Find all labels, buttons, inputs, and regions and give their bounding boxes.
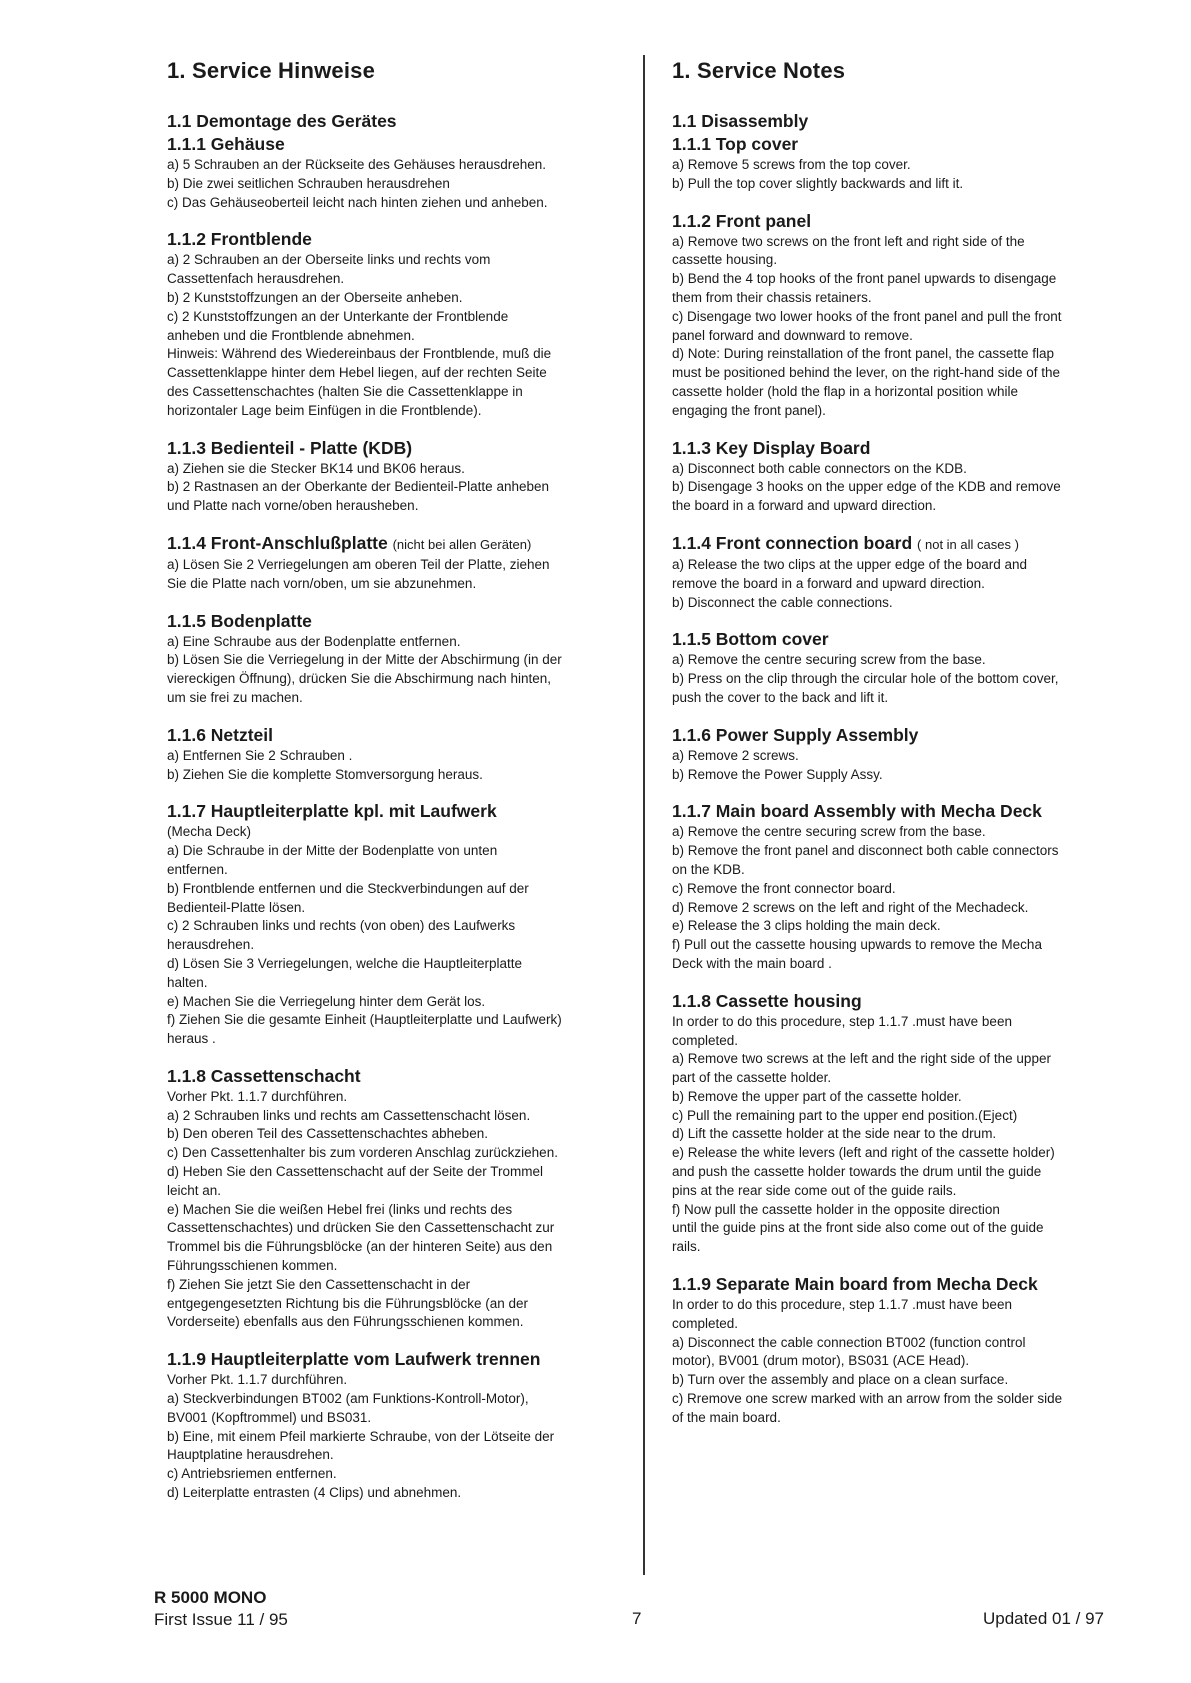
body-line: must be positioned behind the lever, on the right-hand side of the [672, 365, 1061, 381]
body-line: a) Remove two screws at the left and the right side of the upper [672, 1051, 1051, 1067]
body-line: um sie frei zu machen. [167, 689, 303, 705]
section [672, 990, 1137, 1257]
model-name: R 5000 MONO [154, 1588, 267, 1607]
footer-model-info [154, 1587, 288, 1631]
body-line: d) Leiterplatte entrasten (4 Clips) und abnehmen. [167, 1485, 462, 1501]
body-line: d) Lösen Sie 3 Verriegelungen, welche die Hauptleiterplatte [167, 955, 522, 971]
section-heading-text: 1.1.6 Power Supply Assembly [672, 724, 919, 745]
section-heading-text: 1.1.6 Netzteil [167, 724, 274, 745]
body-line: part of the cassette holder. [672, 1070, 832, 1086]
body-line: Deck with the main board . [672, 955, 832, 971]
section-note: ( not in all cases ) [917, 536, 1019, 552]
section-heading [167, 437, 625, 460]
body-line: f) Now pull the cassette holder in the opposite direction [672, 1201, 1000, 1217]
left-column-german [167, 58, 625, 1519]
section-heading-text: 1.1.2 Frontblende [167, 229, 312, 250]
sections-german [167, 133, 625, 1503]
section [672, 210, 1137, 421]
section-body [167, 1088, 625, 1332]
section-heading-text: 1.1.3 Key Display Board [672, 437, 871, 458]
section [167, 1065, 625, 1332]
body-line: horizontaler Lage beim Einfügen in die Frontblende). [167, 402, 482, 418]
section [672, 437, 1137, 516]
body-line: Cassettenschachtes) und drücken Sie den Cassettenschacht zur [167, 1220, 555, 1236]
section-body [167, 556, 625, 594]
section-body [672, 1013, 1137, 1257]
body-line: d) Remove 2 screws on the left and right of the Mechadeck. [672, 899, 1029, 915]
body-line: c) 2 Schrauben links und rechts (von oben) des Laufwerks [167, 918, 516, 934]
section [672, 532, 1137, 612]
body-line: b) Den oberen Teil des Cassettenschachtes abheben. [167, 1126, 488, 1142]
body-line: c) Den Cassettenhalter bis zum vorderen Anschlag zurückziehen. [167, 1145, 558, 1161]
body-line: the board in a forward and upward direction. [672, 498, 937, 514]
body-line: until the guide pins at the front side also come out of the guide [672, 1220, 1044, 1236]
body-line: e) Machen Sie die Verriegelung hinter dem Gerät los. [167, 993, 486, 1009]
body-line: c) Remove the front connector board. [672, 880, 896, 896]
section-heading [167, 1065, 625, 1088]
body-line: b) Remove the Power Supply Assy. [672, 766, 883, 782]
section [672, 133, 1137, 194]
body-line: a) 2 Schrauben links und rechts am Cassettenschacht lösen. [167, 1107, 531, 1123]
section-heading-text: 1.1.7 Main board Assembly with Mecha Deck [672, 801, 1042, 822]
body-line: c) Das Gehäuseoberteil leicht nach hinten ziehen und anheben. [167, 194, 548, 210]
body-line: c) Antriebsriemen entfernen. [167, 1466, 337, 1482]
body-line: b) Frontblende entfernen und die Steckverbindungen auf der [167, 880, 529, 896]
section-heading [167, 724, 625, 747]
section-body [672, 156, 1137, 194]
section [167, 724, 625, 785]
body-line: push the cover to the back and lift it. [672, 689, 889, 705]
section-heading [167, 133, 625, 156]
body-line: In order to do this procedure, step 1.1.7 .must have been [672, 1013, 1012, 1029]
section-heading [672, 990, 1137, 1013]
body-line: and push the cassette holder towards the drum until the guide [672, 1164, 1042, 1180]
section-heading [672, 532, 1137, 556]
body-line: b) Remove the upper part of the cassette holder. [672, 1088, 962, 1104]
body-line: a) Entfernen Sie 2 Schrauben . [167, 747, 353, 763]
sections-english [672, 133, 1137, 1428]
body-line: a) Steckverbindungen BT002 (am Funktions-Kontroll-Motor), [167, 1391, 529, 1407]
body-line: b) Ziehen Sie die komplette Stomversorgung heraus. [167, 766, 483, 782]
body-line: Sie die Platte nach vorn/oben, um sie abzunehmen. [167, 575, 477, 591]
body-line: heraus . [167, 1031, 216, 1047]
body-line: b) Pull the top cover slightly backwards and lift it. [672, 175, 964, 191]
section [167, 437, 625, 516]
body-line: a) Disconnect the cable connection BT002 (function control [672, 1334, 1026, 1350]
section-body [672, 1296, 1137, 1428]
section-heading [167, 228, 625, 251]
body-line: Vorher Pkt. 1.1.7 durchführen. [167, 1088, 348, 1104]
body-line: a) Remove two screws on the front left and right side of the [672, 233, 1025, 249]
right-column-english [672, 58, 1137, 1444]
section-heading-text: 1.1.8 Cassette housing [672, 990, 862, 1011]
section-heading [672, 724, 1137, 747]
body-line: cassette housing. [672, 252, 778, 268]
body-line: Trommel bis die Führungsblöcke (an der hinteren Seite) aus den [167, 1239, 553, 1255]
body-line: Cassettenklappe hinter dem Hebel liegen, auf der rechten Seite [167, 365, 547, 381]
body-line: a) 5 Schrauben an der Rückseite des Gehäuses herausdrehen. [167, 157, 546, 172]
page-number: 7 [632, 1609, 642, 1628]
section-body [167, 251, 625, 420]
body-line: b) 2 Kunststoffzungen an der Oberseite anheben. [167, 289, 463, 305]
body-line: a) Eine Schraube aus der Bodenplatte entfernen. [167, 633, 461, 649]
body-line: Führungsschienen kommen. [167, 1258, 338, 1274]
section [167, 133, 625, 212]
body-line: c) Disengage two lower hooks of the front panel and pull the front [672, 308, 1062, 324]
body-line: b) Bend the 4 top hooks of the front panel upwards to disengage [672, 271, 1057, 287]
body-line: b) 2 Rastnasen an der Oberkante der Bedienteil-Platte anheben [167, 479, 550, 495]
body-line: Hinweis: Während des Wiedereinbaus der Frontblende, muß die [167, 346, 552, 362]
body-line: Hauptplatine herausdrehen. [167, 1447, 334, 1463]
section-heading [672, 437, 1137, 460]
body-line: b) Disengage 3 hooks on the upper edge of the KDB and remove [672, 479, 1061, 495]
section-body [167, 823, 625, 1049]
body-line: In order to do this procedure, step 1.1.7 .must have been [672, 1297, 1012, 1313]
body-line: a) Lösen Sie 2 Verriegelungen am oberen Teil der Platte, ziehen [167, 556, 550, 572]
updated-date: Updated 01 / 97 [983, 1609, 1104, 1628]
section-body [167, 633, 625, 708]
body-line: completed. [672, 1315, 739, 1331]
section-heading-text: 1.1.9 Hauptleiterplatte vom Laufwerk trennen [167, 1349, 541, 1370]
section-heading [672, 628, 1137, 651]
body-line: of the main board. [672, 1409, 781, 1425]
section-body [167, 156, 625, 212]
subtitle-english: 1.1 Disassembly [672, 111, 809, 131]
body-line: pins at the rear side come out of the guide rails. [672, 1182, 957, 1198]
body-line: a) Die Schraube in der Mitte der Bodenplatte von unten [167, 843, 498, 859]
section-heading [167, 532, 625, 556]
body-line: b) Remove the front panel and disconnect both cable connectors [672, 843, 1059, 859]
section-heading-text: 1.1.9 Separate Main board from Mecha Deck [672, 1274, 1038, 1295]
section-body [167, 460, 625, 516]
body-line: c) Pull the remaining part to the upper end position.(Eject) [672, 1107, 1018, 1123]
section-body [167, 1371, 625, 1503]
body-line: d) Note: During reinstallation of the front panel, the cassette flap [672, 346, 1054, 362]
body-line: anheben und die Frontblende abnehmen. [167, 327, 415, 343]
section-heading [167, 1348, 625, 1371]
body-line: a) Disconnect both cable connectors on the KDB. [672, 460, 967, 476]
section-heading [167, 800, 625, 823]
body-line: Bedienteil-Platte lösen. [167, 899, 306, 915]
section-body [672, 823, 1137, 973]
body-line: them from their chassis retainers. [672, 289, 872, 305]
body-line: a) Release the two clips at the upper edge of the board and [672, 556, 1027, 572]
body-line: b) Eine, mit einem Pfeil markierte Schraube, von der Lötseite der [167, 1428, 555, 1444]
body-line: e) Release the 3 clips holding the main deck. [672, 918, 941, 934]
section-body [672, 460, 1137, 516]
body-line: b) Disconnect the cable connections. [672, 594, 893, 610]
section-heading-text: 1.1.4 Front connection board [672, 532, 913, 553]
section-note: (nicht bei allen Geräten) [392, 536, 532, 552]
section-heading [167, 610, 625, 633]
body-line: entgegengesetzten Richtung bis die Führungsblöcke (an der [167, 1295, 528, 1311]
body-line: Vorderseite) ebenfalls aus den Führungsschienen kommen. [167, 1314, 524, 1330]
section-heading-text: 1.1.7 Hauptleiterplatte kpl. mit Laufwerk [167, 801, 497, 822]
page-title-german: 1. Service Hinweise [167, 58, 376, 83]
body-line: panel forward and downward to remove. [672, 327, 913, 343]
section-heading-text: 1.1.5 Bodenplatte [167, 610, 312, 631]
body-line: a) Remove 5 screws from the top cover. [672, 157, 911, 172]
body-line: b) Press on the clip through the circular hole of the bottom cover, [672, 671, 1059, 687]
section-heading [672, 210, 1137, 233]
section-heading-text: 1.1.8 Cassettenschacht [167, 1065, 361, 1086]
section [167, 1348, 625, 1503]
subtitle-german: 1.1 Demontage des Gerätes [167, 111, 397, 131]
section-heading-text: 1.1.4 Front-Anschlußplatte [167, 532, 388, 553]
body-line: entfernen. [167, 861, 228, 877]
section-heading-text: 1.1.3 Bedienteil - Platte (KDB) [167, 437, 413, 458]
body-line: engaging the front panel). [672, 402, 826, 418]
body-line: Cassettenfach herausdrehen. [167, 271, 345, 287]
section-body [672, 233, 1137, 421]
body-line: a) Ziehen sie die Stecker BK14 und BK06 heraus. [167, 460, 465, 476]
body-line: viereckigen Öffnung), drücken Sie die Abschirmung nach hinten, [167, 671, 551, 687]
body-line: Vorher Pkt. 1.1.7 durchführen. [167, 1372, 348, 1388]
body-line: motor), BV001 (drum motor), BS031 (ACE Head). [672, 1353, 970, 1369]
body-line: c) Rremove one screw marked with an arrow from the solder side [672, 1391, 1063, 1407]
section-body [672, 556, 1137, 612]
section [672, 724, 1137, 785]
body-line: halten. [167, 974, 208, 990]
section [167, 800, 625, 1049]
body-line: a) 2 Schrauben an der Oberseite links und rechts vom [167, 252, 491, 268]
body-line: und Platte nach vorne/oben herausheben. [167, 498, 419, 514]
body-line: b) Turn over the assembly and place on a clean surface. [672, 1372, 1009, 1388]
section-heading-text: 1.1.2 Front panel [672, 210, 812, 231]
body-line: e) Machen Sie die weißen Hebel frei (links und rechts des [167, 1201, 513, 1217]
page-title-english: 1. Service Notes [672, 58, 846, 83]
section-body [672, 747, 1137, 785]
body-line: b) Lösen Sie die Verriegelung in der Mitte der Abschirmung (in der [167, 652, 562, 668]
body-line: e) Release the white levers (left and right of the cassette holder) [672, 1145, 1055, 1161]
section [672, 628, 1137, 707]
section-heading-text: 1.1.5 Bottom cover [672, 629, 829, 650]
body-line: on the KDB. [672, 861, 745, 877]
first-issue: First Issue 11 / 95 [154, 1610, 288, 1629]
column-divider [643, 55, 645, 1575]
section [672, 1273, 1137, 1428]
body-line: c) 2 Kunststoffzungen an der Unterkante der Frontblende [167, 308, 509, 324]
body-line: a) Remove 2 screws. [672, 747, 799, 763]
body-line: cassette holder (hold the flap in a horizontal position while [672, 383, 1018, 399]
body-line: f) Ziehen Sie die gesamte Einheit (Hauptleiterplatte und Laufwerk) [167, 1012, 562, 1028]
body-line: leicht an. [167, 1182, 222, 1198]
section-heading-text: 1.1.1 Gehäuse [167, 134, 285, 154]
body-line: rails. [672, 1239, 701, 1255]
body-line: d) Heben Sie den Cassettenschacht auf der Seite der Trommel [167, 1164, 543, 1180]
section [167, 610, 625, 708]
body-line: a) Remove the centre securing screw from the base. [672, 824, 986, 840]
section-heading [672, 800, 1137, 823]
body-line: des Cassettenschachtes (halten Sie die Cassettenklappe in [167, 383, 523, 399]
section [167, 228, 625, 420]
body-line: (Mecha Deck) [167, 824, 252, 840]
section-body [167, 747, 625, 785]
section-heading-text: 1.1.1 Top cover [672, 134, 799, 154]
body-line: remove the board in a forward and upward direction. [672, 575, 985, 591]
section [167, 532, 625, 594]
section-heading [672, 1273, 1137, 1296]
body-line: f) Pull out the cassette housing upwards to remove the Mecha [672, 937, 1042, 953]
body-line: d) Lift the cassette holder at the side near to the drum. [672, 1126, 997, 1142]
section-body [672, 651, 1137, 707]
body-line: b) Die zwei seitlichen Schrauben herausdrehen [167, 175, 450, 191]
section-heading [672, 133, 1137, 156]
body-line: herausdrehen. [167, 937, 255, 953]
body-line: f) Ziehen Sie jetzt Sie den Cassettenschacht in der [167, 1276, 471, 1292]
body-line: BV001 (Kopftrommel) und BS031. [167, 1409, 372, 1425]
section [672, 800, 1137, 973]
body-line: a) Remove the centre securing screw from the base. [672, 652, 986, 668]
body-line: completed. [672, 1032, 739, 1048]
